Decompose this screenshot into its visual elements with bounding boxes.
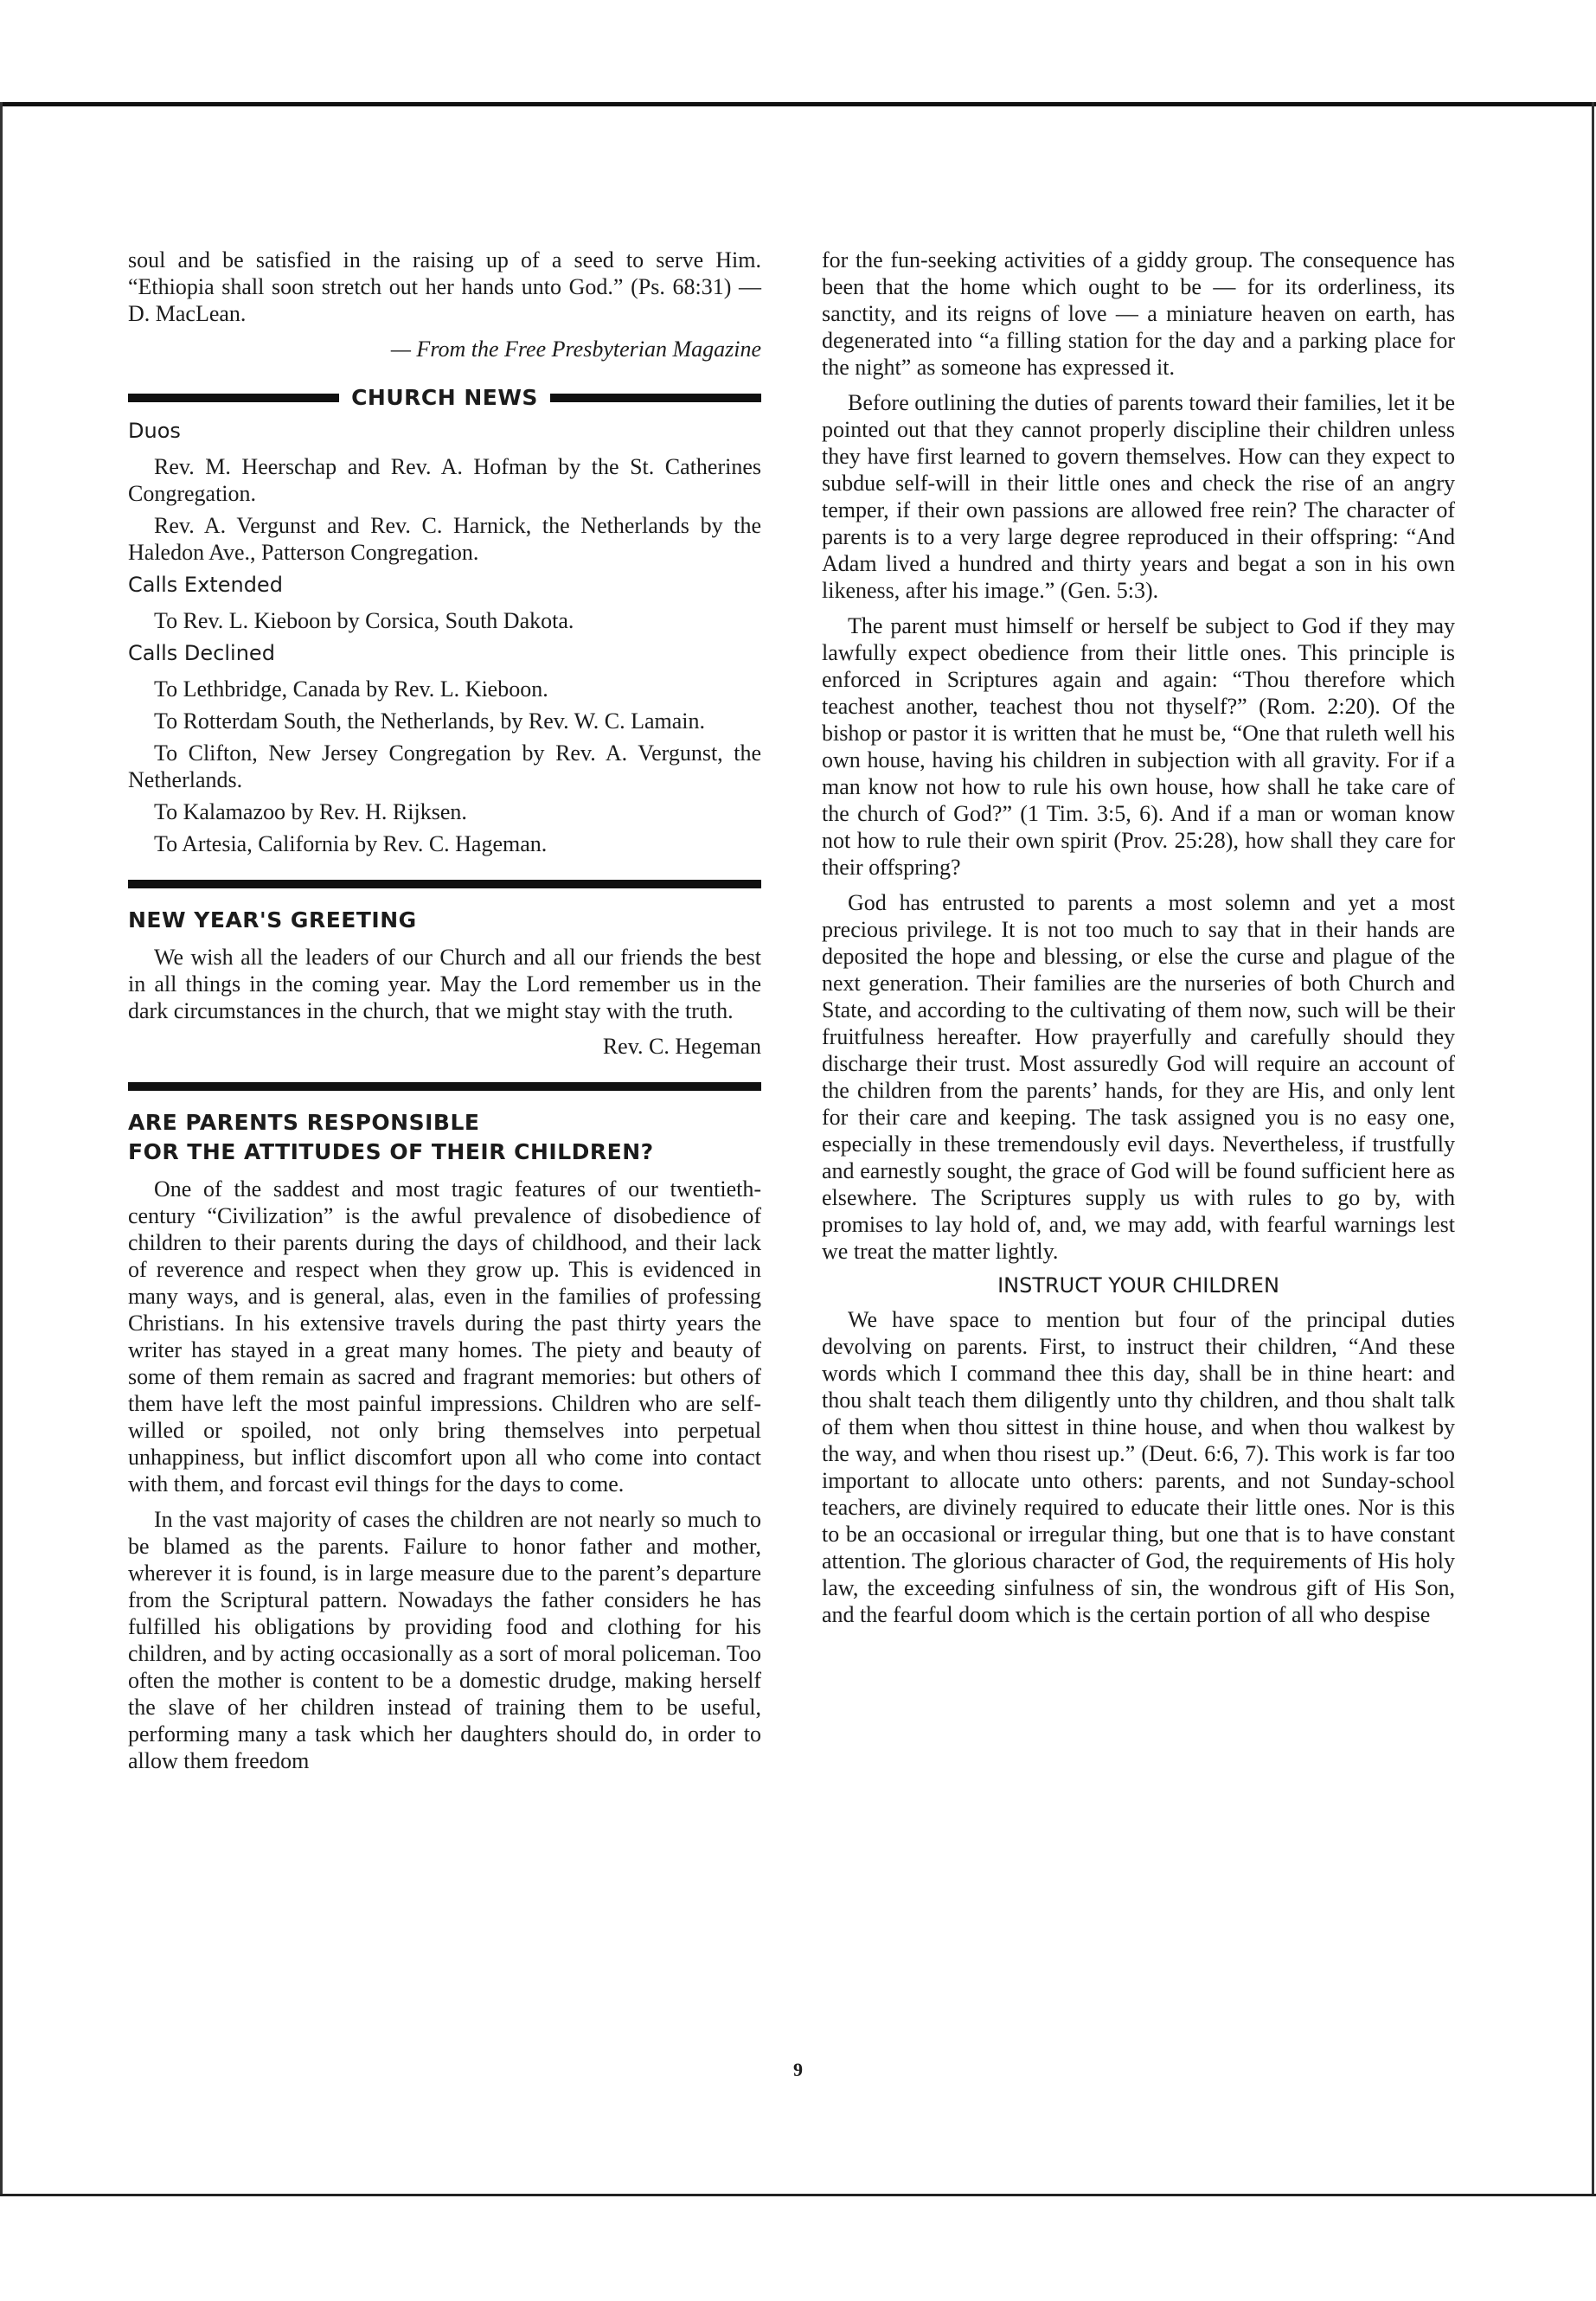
- bottom-border: [0, 2194, 1596, 2196]
- calls-declined-item: To Artesia, California by Rev. C. Hageman.: [154, 831, 548, 856]
- calls-declined-item: To Clifton, New Jersey Congregation by Rev. A. Vergunst, the Netherlands.: [128, 740, 761, 792]
- duos-label: Duos: [128, 419, 181, 443]
- article-title: [128, 1108, 761, 1167]
- intro-paragraph: soul and be satisfied in the raising up of a seed to serve Him. “Ethiopia shall soon stretch out her hands unto God.” (Ps. 68:31) — D. MacLean.: [128, 247, 761, 326]
- duos-item: Rev. A. Vergunst and Rev. C. Harnick, the Netherlands by the Haledon Ave., Patterson Congregation.: [128, 513, 761, 565]
- header-bar-left: [128, 394, 339, 402]
- right-border: [1592, 102, 1594, 2195]
- instruct-heading: INSTRUCT YOUR CHILDREN: [997, 1273, 1279, 1298]
- calls-declined-item: To Rotterdam South, the Netherlands, by Rev. W. C. Lamain.: [154, 708, 706, 734]
- article-paragraph: for the fun-seeking activities of a giddy group. The consequence has been that the home which ought to be — for its orderliness, its sanctity, and its reigns of love — a miniature heaven on earth, has degenerated into “a filling station for the day and a parking place for the night” as someone has expressed it.: [822, 247, 1455, 380]
- top-border: [0, 102, 1596, 106]
- article-paragraph: One of the saddest and most tragic features of our twentieth-century “Civilization” is the awful prevalence of disobedience of children to their parents during the days of childhood, and their lack of reverence and respect when they grow up. This is evidenced in many ways, and is general, alas, even in the families of professing Christians. In his extensive travels during the past thirty years the writer has stayed in a great many homes. The piety and beauty of some of them remain as sacred and fragrant memories: but others of them have left the most painful impressions. Children who are self-willed or spoiled, not only bring themselves into perpetual unhappiness, but inflict discomfort upon all who come into contact with them, and forcast evil things for the days to come.: [128, 1176, 761, 1497]
- right-column: [822, 247, 1455, 1637]
- article-paragraph: God has entrusted to parents a most solemn and yet a most precious privilege. It is not too much to say that in their hands are deposited the hope and blessing, or else the curse and plague of the next generation. Their families are the nurseries of both Church and State, and according to the cultivating of them now, such will be their fruitfulness hereafter. How prayerfully and carefully should they discharge their trust. Most assuredly God will require an account of the children from the parents’ hands, for they are His, and only lent for their care and keeping. The task assigned you is no easy one, especially in these tremendously evil days. Nevertheless, if trustfully and earnestly sought, the grace of God will be found sufficient here as elsewhere. The Scriptures supply us with rules to go by, with promises to lay hold of, and, we may add, with fearful warnings lest we treat the matter lightly.: [822, 890, 1455, 1264]
- left-column: [128, 247, 761, 1783]
- article-paragraph: In the vast majority of cases the children are not nearly so much to be blamed as the parents. Failure to honor father and mother, wherever it is found, is in large measure due to the parent’s departure from the Scriptural pattern. Nowadays the father considers he has fulfilled his obligations by providing food and clothing for his children, and by acting occasionally as a sort of moral policeman. Too often the mother is content to be a domestic drudge, making herself the slave of her children instead of training them to be useful, performing many a task which her daughters should do, in order to allow them freedom: [128, 1507, 761, 1773]
- left-border: [0, 102, 3, 2195]
- article-paragraph: The parent must himself or herself be subject to God if they may lawfully expect obedience from their little ones. This principle is enforced in Scriptures again and again: “Thou therefore which teachest another, teachest thou not thyself?” (Rom. 2:20). Of the bishop or pastor it is written that he must be, “One that ruleth well his own house, having his children in subjection with all gravity. For if a man know not how to rule his own house, how shall he take care of the church of God?” (1 Tim. 3:5, 6). And if a man or woman know not how to rule their own spirit (Prov. 25:28), how shall they care for their offspring?: [822, 613, 1455, 880]
- section-rule: [128, 880, 761, 888]
- section-rule: [128, 1082, 761, 1091]
- duos-item: Rev. M. Heerschap and Rev. A. Hofman by the St. Catherines Congregation.: [128, 454, 761, 506]
- calls-extended-label: Calls Extended: [128, 573, 283, 597]
- greeting-signature: Rev. C. Hegeman: [602, 1034, 761, 1059]
- calls-declined-label: Calls Declined: [128, 641, 275, 665]
- greeting-body: We wish all the leaders of our Church and all our friends the best in all things in the coming year. May the Lord remember us in the dark circumstances in the church, that we might stay with the truth.: [128, 945, 761, 1023]
- article-title-line: ARE PARENTS RESPONSIBLE: [128, 1110, 480, 1135]
- calls-declined-item: To Kalamazoo by Rev. H. Rijksen.: [154, 799, 467, 824]
- greeting-title: NEW YEAR'S GREETING: [128, 907, 417, 933]
- church-news-header: [128, 385, 761, 410]
- page-number: 9: [793, 2059, 803, 2080]
- article-title-line: FOR THE ATTITUDES OF THEIR CHILDREN?: [128, 1139, 654, 1164]
- calls-extended-item: To Rev. L. Kieboon by Corsica, South Dakota.: [154, 608, 574, 633]
- calls-declined-item: To Lethbridge, Canada by Rev. L. Kieboon.: [154, 676, 548, 702]
- instruct-paragraph: We have space to mention but four of the principal duties devolving on parents. First, to instruct their children, “And these words which I command thee this day, shall be in thine heart: and thou shalt teach them diligently unto thy children, and thou shalt talk of them when thou sittest in thine house, and when thou walkest by the way, and when thou risest up.” (Deut. 6:6, 7). This work is far too important to allocate unto others: parents, and not Sunday-school teachers, are divinely required to educate their little ones. Nor is this to be an occasional or irregular thing, but one that is to have constant attention. The glorious character of God, the requirements of His holy law, the exceeding sinfulness of sin, the wondrous gift of His Son, and the fearful doom which is the certain portion of all who despise: [822, 1307, 1455, 1627]
- attribution: — From the Free Presbyterian Magazine: [390, 336, 761, 362]
- church-news-title: CHURCH NEWS: [351, 385, 538, 410]
- article-paragraph: Before outlining the duties of parents toward their families, let it be pointed out that they cannot properly discipline their children unless they have first learned to govern themselves. How can they expect to subdue self-will in their little ones and check the rise of an angry temper, if their own passions are allowed free rein? The character of parents is to a very large degree reproduced in their offspring: “And Adam lived a hundred and thirty years and begat a son in his own likeness, after his image.” (Gen. 5:3).: [822, 390, 1455, 603]
- header-bar-right: [550, 394, 761, 402]
